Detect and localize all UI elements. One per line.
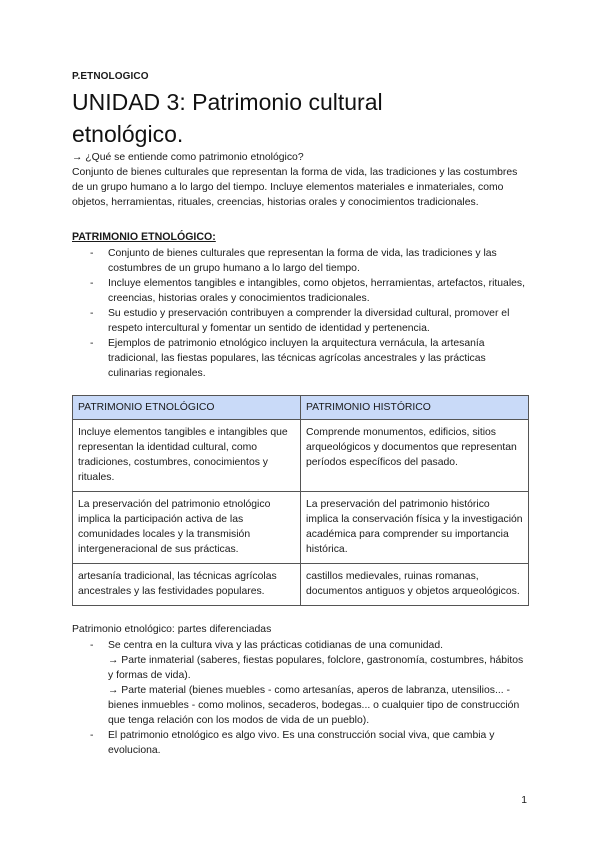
list-item: - Su estudio y preservación contribuyen a comprender la diversidad cultural, promover el respeto intercultural y fomentar un sentido de identidad y pertenencia. <box>108 306 528 336</box>
table-row <box>73 492 529 564</box>
document-label: P.ETNOLOGICO <box>72 71 149 82</box>
table-row <box>73 564 529 606</box>
parts-sub-inmaterial: → Parte inmaterial (saberes, fiestas populares, folclore, gastronomía, costumbres, hábitos y formas de vida). <box>108 655 524 681</box>
title-line-1: UNIDAD 3: Patrimonio cultural <box>72 89 383 115</box>
section-heading: PATRIMONIO ETNOLÓGICO: <box>72 231 216 243</box>
intro-question: → ¿Qué se entiende como patrimonio etnológico? <box>72 152 304 163</box>
table-cell: Incluye elementos tangibles e intangibles que representan la identidad cultural, como tradiciones, costumbres, conocimientos y rituales. <box>73 420 301 492</box>
comparison-table <box>72 395 529 606</box>
intro-answer: Conjunto de bienes culturales que representan la forma de vida, las tradiciones y las costumbres de un grupo humano a lo largo del tiempo. Incluye elementos materiales e inmateriales, como objetos, herramientas, rituales, creencias, historias orales y conocimientos tradicionales. <box>72 167 518 208</box>
document-page <box>72 70 528 758</box>
list-item: - Ejemplos de patrimonio etnológico incluyen la arquitectura vernácula, la artesanía tradicional, las fiestas populares, las técnicas agrícolas ancestrales y las prácticas culinarias regionales. <box>108 336 528 381</box>
table-cell: artesanía tradicional, las técnicas agrícolas ancestrales y las festividades populares. <box>73 564 301 606</box>
table-cell: castillos medievales, ruinas romanas, documentos antiguos y objetos arqueológicos. <box>301 564 529 606</box>
parts-list <box>72 638 528 758</box>
list-item: - Incluye elementos tangibles e intangibles, como objetos, herramientas, artefactos, rituales, creencias, historias orales y conocimientos tradicionales. <box>108 276 528 306</box>
list-item <box>108 638 528 728</box>
table-cell: La preservación del patrimonio histórico implica la conservación física y la investigación académica para comprender su importancia histórica. <box>301 492 529 564</box>
page-number: 1 <box>521 795 527 806</box>
table-cell: La preservación del patrimonio etnológico implica la participación activa de las comunidades locales y la transmisión intergeneracional de sus prácticas. <box>73 492 301 564</box>
title-line-2: etnológico. <box>72 121 184 147</box>
table-header-row <box>73 396 529 420</box>
table-header-cell: PATRIMONIO HISTÓRICO <box>301 396 529 420</box>
list-item: - Conjunto de bienes culturales que representan la forma de vida, las tradiciones y las costumbres de un grupo humano a lo largo del tiempo. <box>108 246 528 276</box>
parts-item-main: Se centra en la cultura viva y las prácticas cotidianas de una comunidad. <box>108 640 443 651</box>
table-header-cell: PATRIMONIO ETNOLÓGICO <box>73 396 301 420</box>
parts-heading: Patrimonio etnológico: partes diferenciadas <box>72 624 272 635</box>
table-cell: Comprende monumentos, edificios, sitios arqueológicos y documentos que representan períodos específicos del pasado. <box>301 420 529 492</box>
parts-sub-material: → Parte material (bienes muebles - como artesanías, aperos de labranza, utensilios... - bienes inmuebles - como molinos, secaderos, bodegas... o cualquier tipo de construcción que tenga relación con los modos de vida de un pueblo). <box>108 685 520 726</box>
page-title <box>72 86 528 150</box>
list-item: - El patrimonio etnológico es algo vivo. Es una construcción social viva, que cambia y evoluciona. <box>108 728 528 758</box>
table-row <box>73 420 529 492</box>
section-list <box>72 246 528 381</box>
